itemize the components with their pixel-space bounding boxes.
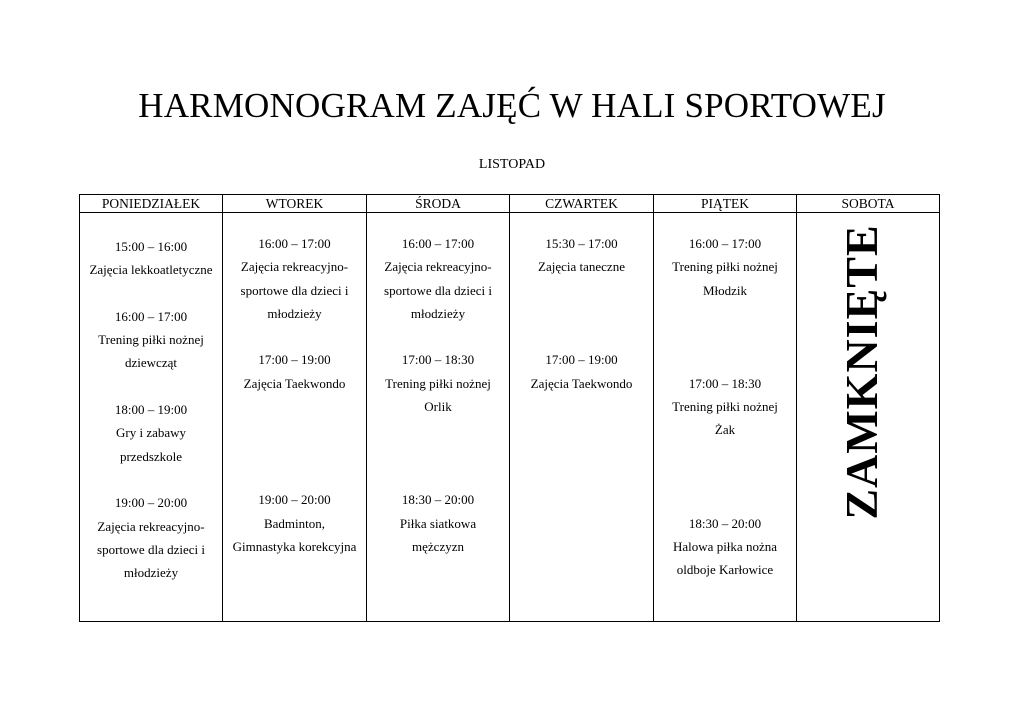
monday-column — [80, 235, 222, 584]
activity-name: Zajęcia Taekwondo — [530, 375, 633, 391]
activity-name: Halowa piłka nożna — [673, 538, 777, 554]
activity-time: 15:00 – 16:00 — [114, 239, 188, 254]
schedule-table — [79, 194, 940, 622]
header-monday: PONIEDZIAŁEK — [101, 196, 201, 211]
activity-time: 16:00 – 17:00 — [114, 308, 188, 324]
header-friday: PIĄTEK — [701, 196, 749, 211]
activity-time: 17:00 – 19:00 — [258, 352, 331, 368]
activity-name: Piłka siatkowa — [399, 515, 477, 531]
spacer — [223, 395, 366, 418]
spacer — [654, 348, 796, 371]
spacer — [510, 325, 653, 348]
activity-time: 16:00 – 17:00 — [401, 236, 475, 251]
activity-name: Gimnastyka korekcyjna — [232, 538, 357, 554]
spacer — [223, 465, 366, 488]
column-divider — [796, 195, 797, 621]
activity-time: 19:00 – 20:00 — [258, 492, 331, 508]
activity-name: młodzieży — [123, 565, 179, 581]
closed-text: ZAMKNIĘTE — [836, 224, 887, 520]
activity-name: Orlik — [424, 399, 452, 415]
spacer — [654, 488, 796, 511]
document-title: HARMONOGRAM ZAJĘĆ W HALI SPORTOWEJ — [138, 86, 886, 125]
activity-name: młodzieży — [410, 305, 466, 321]
activity-name: dziewcząt — [125, 355, 177, 371]
activity-time: 16:00 – 17:00 — [258, 236, 331, 251]
header-thursday: CZWARTEK — [545, 196, 618, 211]
activity-time: 18:30 – 20:00 — [688, 515, 762, 531]
spacer — [80, 375, 222, 398]
friday-column — [654, 232, 796, 581]
activity-name: młodzieży — [267, 305, 322, 321]
spacer — [367, 465, 509, 488]
activity-name: Badminton, — [263, 515, 326, 531]
activity-time: 17:00 – 18:30 — [688, 375, 762, 391]
activity-name: sportowe dla dzieci i — [240, 282, 349, 298]
activity-name: Zajęcia rekreacyjno- — [97, 518, 205, 534]
activity-name: Trening piłki nożnej — [672, 399, 778, 415]
spacer — [223, 418, 366, 441]
activity-time: 17:00 – 19:00 — [545, 352, 618, 368]
wednesday-column — [367, 232, 509, 558]
activity-name: sportowe dla dzieci i — [97, 541, 205, 557]
spacer — [80, 282, 222, 305]
activity-time: 18:30 – 20:00 — [401, 492, 475, 508]
spacer — [80, 468, 222, 491]
activity-name: Młodzik — [702, 282, 748, 298]
spacer — [654, 302, 796, 325]
thursday-column — [510, 232, 653, 395]
activity-name: Trening piłki nożnej — [672, 259, 778, 275]
activity-name: przedszkole — [119, 448, 183, 464]
spacer — [510, 302, 653, 325]
spacer — [654, 325, 796, 348]
activity-name: Gry i zabawy — [115, 425, 187, 441]
activity-time: 15:30 – 17:00 — [545, 236, 618, 251]
activity-name: Zajęcia rekreacyjno- — [384, 259, 492, 275]
header-tuesday: WTOREK — [265, 196, 324, 211]
spacer — [654, 442, 796, 465]
activity-time: 16:00 – 17:00 — [688, 236, 762, 251]
activity-name: sportowe dla dzieci i — [384, 282, 492, 298]
activity-name: Zajęcia lekkoatletyczne — [89, 262, 213, 278]
activity-time: 19:00 – 20:00 — [114, 495, 188, 511]
header-wednesday: ŚRODA — [415, 196, 461, 211]
tuesday-column — [223, 232, 366, 558]
spacer — [654, 465, 796, 488]
activity-name: oldboje Karłowice — [676, 562, 774, 578]
activity-time: 17:00 – 18:30 — [401, 352, 475, 368]
spacer — [367, 442, 509, 465]
spacer — [223, 442, 366, 465]
spacer — [367, 418, 509, 441]
activity-time: 18:00 – 19:00 — [114, 402, 188, 418]
spacer — [510, 279, 653, 302]
activity-name: Żak — [714, 422, 736, 438]
activity-name: Zajęcia rekreacyjno- — [240, 259, 349, 275]
header-saturday: SOBOTA — [841, 196, 895, 211]
activity-name: mężczyzn — [412, 538, 464, 554]
month-label: LISTOPAD — [478, 157, 546, 172]
header-divider — [80, 212, 939, 213]
activity-name: Zajęcia taneczne — [538, 259, 625, 275]
spacer — [223, 325, 366, 348]
activity-name: Trening piłki nożnej — [385, 375, 491, 391]
activity-name: Trening piłki nożnej — [98, 332, 204, 348]
activity-name: Zajęcia Taekwondo — [243, 375, 346, 391]
spacer — [367, 325, 509, 348]
